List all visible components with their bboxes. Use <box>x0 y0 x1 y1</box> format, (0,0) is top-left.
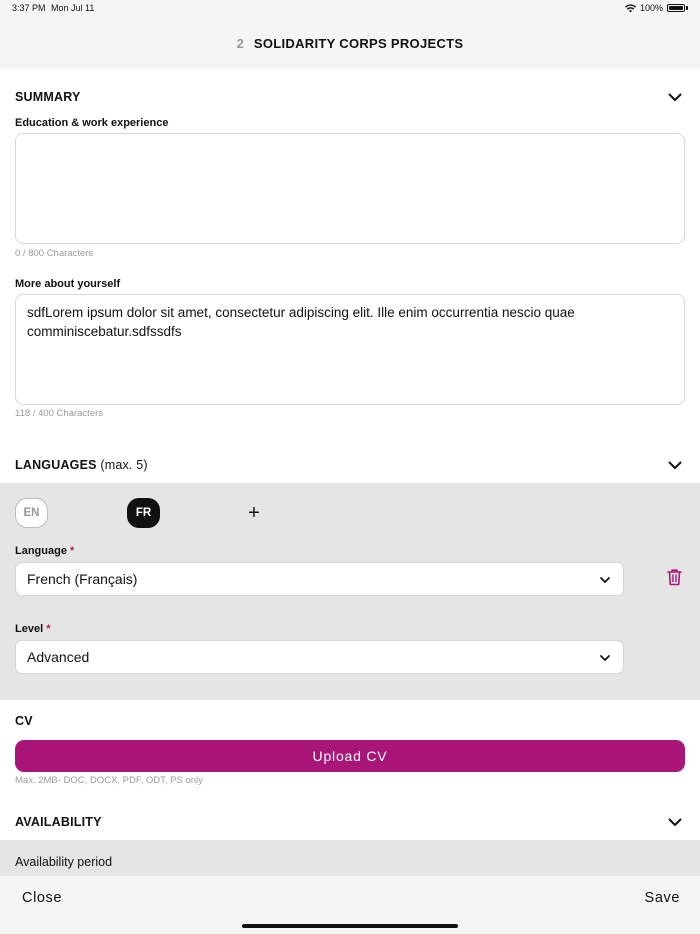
status-date: Mon Jul 11 <box>51 3 95 13</box>
language-select[interactable] <box>15 562 624 596</box>
upload-cv-button[interactable]: Upload CV <box>15 740 685 772</box>
status-time: 3:37 PM <box>12 3 46 13</box>
education-counter: 0 / 800 Characters <box>15 248 94 259</box>
about-textarea[interactable]: sdfLorem ipsum dolor sit amet, consectetur adipiscing elit. Ille enim occurrentia nescio quae comminiscebatur.sdfssdfs <box>15 294 685 405</box>
education-textarea[interactable] <box>15 133 685 244</box>
education-label: Education & work experience <box>15 117 169 129</box>
cv-hint: Max. 2MB- DOC, DOCX, PDF, ODT, PS only <box>15 775 203 786</box>
chevron-down-icon <box>599 574 611 586</box>
page-title: SOLIDARITY CORPS PROJECTS <box>253 36 464 51</box>
add-language-plus-icon[interactable]: + <box>248 502 260 524</box>
availability-section-title: AVAILABILITY <box>15 815 102 829</box>
language-chip-fr[interactable]: FR <box>127 498 160 528</box>
language-select-value: French (Français) <box>27 571 138 587</box>
close-button[interactable]: Close <box>22 890 63 906</box>
home-indicator <box>242 924 458 928</box>
battery-percent: 100% <box>639 3 663 13</box>
languages-subtitle: (max. 5) <box>100 458 148 472</box>
level-select-value: Advanced <box>27 649 90 665</box>
about-label: More about yourself <box>15 278 121 290</box>
level-select[interactable] <box>15 640 624 674</box>
cv-section-title: CV <box>15 714 33 728</box>
trash-icon[interactable] <box>666 568 683 586</box>
about-counter: 118 / 400 Characters <box>15 408 104 419</box>
required-asterisk: * <box>70 545 75 557</box>
languages-chevron-down-icon[interactable] <box>668 458 682 472</box>
summary-chevron-down-icon[interactable] <box>668 90 682 104</box>
chevron-down-icon <box>599 652 611 664</box>
status-right <box>625 3 688 13</box>
page-header <box>0 18 700 69</box>
step-number: 2 <box>236 36 244 51</box>
languages-section-title <box>15 458 148 472</box>
battery-icon <box>667 4 685 12</box>
availability-period-label: Availability period <box>15 855 113 869</box>
required-asterisk: * <box>46 623 51 635</box>
language-field-label <box>15 545 74 557</box>
language-label-text: Language <box>15 545 67 557</box>
languages-title: LANGUAGES <box>15 458 97 472</box>
save-button[interactable]: Save <box>644 890 680 906</box>
availability-panel <box>0 840 700 876</box>
summary-section-title: SUMMARY <box>15 90 81 104</box>
level-label-text: Level <box>15 623 44 635</box>
wifi-icon <box>625 4 636 13</box>
availability-chevron-down-icon[interactable] <box>668 815 682 829</box>
language-chip-en[interactable]: EN <box>15 498 48 528</box>
level-field-label <box>15 623 50 635</box>
battery-tip <box>686 6 688 10</box>
status-bar <box>0 0 700 18</box>
